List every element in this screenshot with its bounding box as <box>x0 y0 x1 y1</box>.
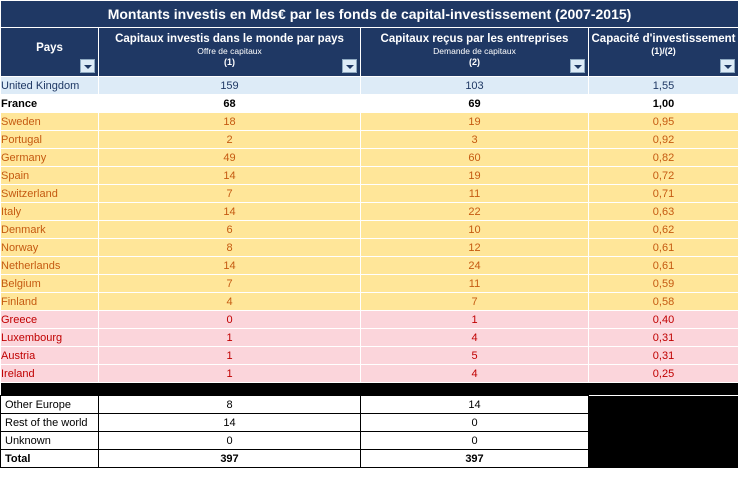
cell-demand[interactable]: 12 <box>361 239 589 257</box>
cell-country[interactable]: Spain <box>1 167 99 185</box>
column-header-demand-label: Capitaux reçus par les entreprises <box>380 33 569 45</box>
cell-demand[interactable]: 1 <box>361 311 589 329</box>
cell-ratio[interactable]: 0,95 <box>589 113 738 131</box>
cell-country[interactable]: Austria <box>1 347 99 365</box>
column-header-demand <box>361 28 589 77</box>
cell-country[interactable]: Switzerland <box>1 185 99 203</box>
table-row <box>1 275 738 293</box>
cell-country[interactable]: Sweden <box>1 113 99 131</box>
summary-cell-demand[interactable]: 14 <box>361 396 589 414</box>
cell-supply[interactable]: 14 <box>99 203 361 221</box>
table-row <box>1 365 738 383</box>
cell-country[interactable]: Ireland <box>1 365 99 383</box>
cell-country[interactable]: Italy <box>1 203 99 221</box>
column-header-supply <box>99 28 361 77</box>
table-row <box>1 293 738 311</box>
filter-dropdown-icon[interactable] <box>570 59 585 73</box>
title-row <box>1 1 738 28</box>
cell-supply[interactable]: 49 <box>99 149 361 167</box>
summary-cell-supply[interactable]: 14 <box>99 414 361 432</box>
cell-ratio[interactable]: 0,63 <box>589 203 738 221</box>
cell-supply[interactable]: 4 <box>99 293 361 311</box>
column-header-capacity-label: Capacité d'investissement <box>591 33 736 45</box>
summary-row <box>1 396 738 414</box>
cell-supply[interactable]: 1 <box>99 365 361 383</box>
cell-supply[interactable]: 1 <box>99 347 361 365</box>
chevron-down-icon <box>84 65 92 69</box>
cell-country[interactable]: United Kingdom <box>1 77 99 95</box>
filter-dropdown-icon[interactable] <box>720 59 735 73</box>
column-header-demand-sub: Demande de capitaux <box>433 46 516 56</box>
cell-ratio[interactable]: 0,25 <box>589 365 738 383</box>
cell-demand[interactable]: 24 <box>361 257 589 275</box>
column-header-pays <box>1 28 99 77</box>
cell-demand[interactable]: 3 <box>361 131 589 149</box>
filter-dropdown-icon[interactable] <box>342 59 357 73</box>
cell-country[interactable]: Belgium <box>1 275 99 293</box>
cell-country[interactable]: Portugal <box>1 131 99 149</box>
cell-demand[interactable]: 22 <box>361 203 589 221</box>
cell-ratio[interactable]: 1,00 <box>589 95 738 113</box>
cell-supply[interactable]: 7 <box>99 275 361 293</box>
summary-cell-empty <box>589 396 738 414</box>
cell-country[interactable]: Denmark <box>1 221 99 239</box>
table-row <box>1 329 738 347</box>
table-row <box>1 311 738 329</box>
cell-supply[interactable]: 2 <box>99 131 361 149</box>
summary-cell-label[interactable]: Rest of the world <box>1 414 99 432</box>
cell-demand[interactable]: 19 <box>361 113 589 131</box>
cell-demand[interactable]: 69 <box>361 95 589 113</box>
chevron-down-icon <box>346 65 354 69</box>
cell-ratio[interactable]: 0,40 <box>589 311 738 329</box>
cell-supply[interactable]: 18 <box>99 113 361 131</box>
summary-row <box>1 450 738 468</box>
cell-demand[interactable]: 5 <box>361 347 589 365</box>
spacer-cell <box>1 383 738 396</box>
table-row <box>1 239 738 257</box>
summary-cell-empty <box>589 450 738 468</box>
table-row <box>1 149 738 167</box>
cell-demand[interactable]: 7 <box>361 293 589 311</box>
cell-ratio[interactable]: 0,82 <box>589 149 738 167</box>
table-row <box>1 347 738 365</box>
cell-country[interactable]: France <box>1 95 99 113</box>
cell-demand[interactable]: 103 <box>361 77 589 95</box>
table-row <box>1 185 738 203</box>
summary-cell-empty <box>589 414 738 432</box>
cell-ratio[interactable]: 0,58 <box>589 293 738 311</box>
cell-supply[interactable]: 7 <box>99 185 361 203</box>
cell-demand[interactable]: 60 <box>361 149 589 167</box>
cell-demand[interactable]: 11 <box>361 275 589 293</box>
cell-supply[interactable]: 0 <box>99 311 361 329</box>
table-row <box>1 257 738 275</box>
cell-country[interactable]: Germany <box>1 149 99 167</box>
summary-cell-label[interactable]: Unknown <box>1 432 99 450</box>
table-row <box>1 221 738 239</box>
summary-cell-label[interactable]: Total <box>1 450 99 468</box>
cell-demand[interactable]: 11 <box>361 185 589 203</box>
cell-country[interactable]: Finland <box>1 293 99 311</box>
cell-supply[interactable]: 68 <box>99 95 361 113</box>
header-row <box>1 28 738 77</box>
table-body <box>1 77 738 383</box>
cell-ratio[interactable]: 0,31 <box>589 329 738 347</box>
cell-ratio[interactable]: 0,61 <box>589 239 738 257</box>
column-header-supply-sub: Offre de capitaux <box>197 46 262 56</box>
column-header-capacity <box>589 28 738 77</box>
cell-ratio[interactable]: 0,31 <box>589 347 738 365</box>
column-header-pays-label: Pays <box>36 42 63 54</box>
summary-row <box>1 414 738 432</box>
cell-supply[interactable]: 14 <box>99 257 361 275</box>
chevron-down-icon <box>574 65 582 69</box>
cell-ratio[interactable]: 0,62 <box>589 221 738 239</box>
table-row <box>1 113 738 131</box>
cell-demand[interactable]: 10 <box>361 221 589 239</box>
cell-supply[interactable]: 6 <box>99 221 361 239</box>
cell-country[interactable]: Norway <box>1 239 99 257</box>
cell-demand[interactable]: 4 <box>361 365 589 383</box>
spacer-row <box>1 383 738 396</box>
summary-cell-supply[interactable]: 0 <box>99 432 361 450</box>
table-row <box>1 95 738 113</box>
summary-cell-empty <box>589 432 738 450</box>
summary-body <box>1 396 738 468</box>
cell-ratio[interactable]: 0,72 <box>589 167 738 185</box>
column-header-demand-ref: (2) <box>469 57 480 67</box>
table-row <box>1 203 738 221</box>
summary-row <box>1 432 738 450</box>
cell-ratio[interactable]: 0,59 <box>589 275 738 293</box>
cell-supply[interactable]: 1 <box>99 329 361 347</box>
cell-supply[interactable]: 8 <box>99 239 361 257</box>
cell-ratio[interactable]: 0,61 <box>589 257 738 275</box>
cell-country[interactable]: Greece <box>1 311 99 329</box>
cell-ratio[interactable]: 0,71 <box>589 185 738 203</box>
page-title: Montants investis en Mds€ par les fonds de capital-investissement (2007-2015) <box>1 1 738 28</box>
summary-cell-demand[interactable]: 397 <box>361 450 589 468</box>
summary-cell-label[interactable]: Other Europe <box>1 396 99 414</box>
cell-country[interactable]: Luxembourg <box>1 329 99 347</box>
summary-table <box>0 395 738 468</box>
summary-cell-demand[interactable]: 0 <box>361 432 589 450</box>
summary-cell-supply[interactable]: 8 <box>99 396 361 414</box>
column-header-supply-label: Capitaux investis dans le monde par pays <box>115 33 344 45</box>
cell-country[interactable]: Netherlands <box>1 257 99 275</box>
table-row <box>1 131 738 149</box>
column-header-capacity-ref: (1)/(2) <box>651 46 676 56</box>
cell-supply[interactable]: 14 <box>99 167 361 185</box>
summary-cell-demand[interactable]: 0 <box>361 414 589 432</box>
summary-cell-supply[interactable]: 397 <box>99 450 361 468</box>
cell-ratio[interactable]: 0,92 <box>589 131 738 149</box>
cell-demand[interactable]: 4 <box>361 329 589 347</box>
cell-ratio[interactable]: 1,55 <box>589 77 738 95</box>
chevron-down-icon <box>724 65 732 69</box>
filter-dropdown-icon[interactable] <box>80 59 95 73</box>
column-header-supply-ref: (1) <box>224 57 235 67</box>
table-row <box>1 167 738 185</box>
cell-supply[interactable]: 159 <box>99 77 361 95</box>
cell-demand[interactable]: 19 <box>361 167 589 185</box>
table-row <box>1 77 738 95</box>
